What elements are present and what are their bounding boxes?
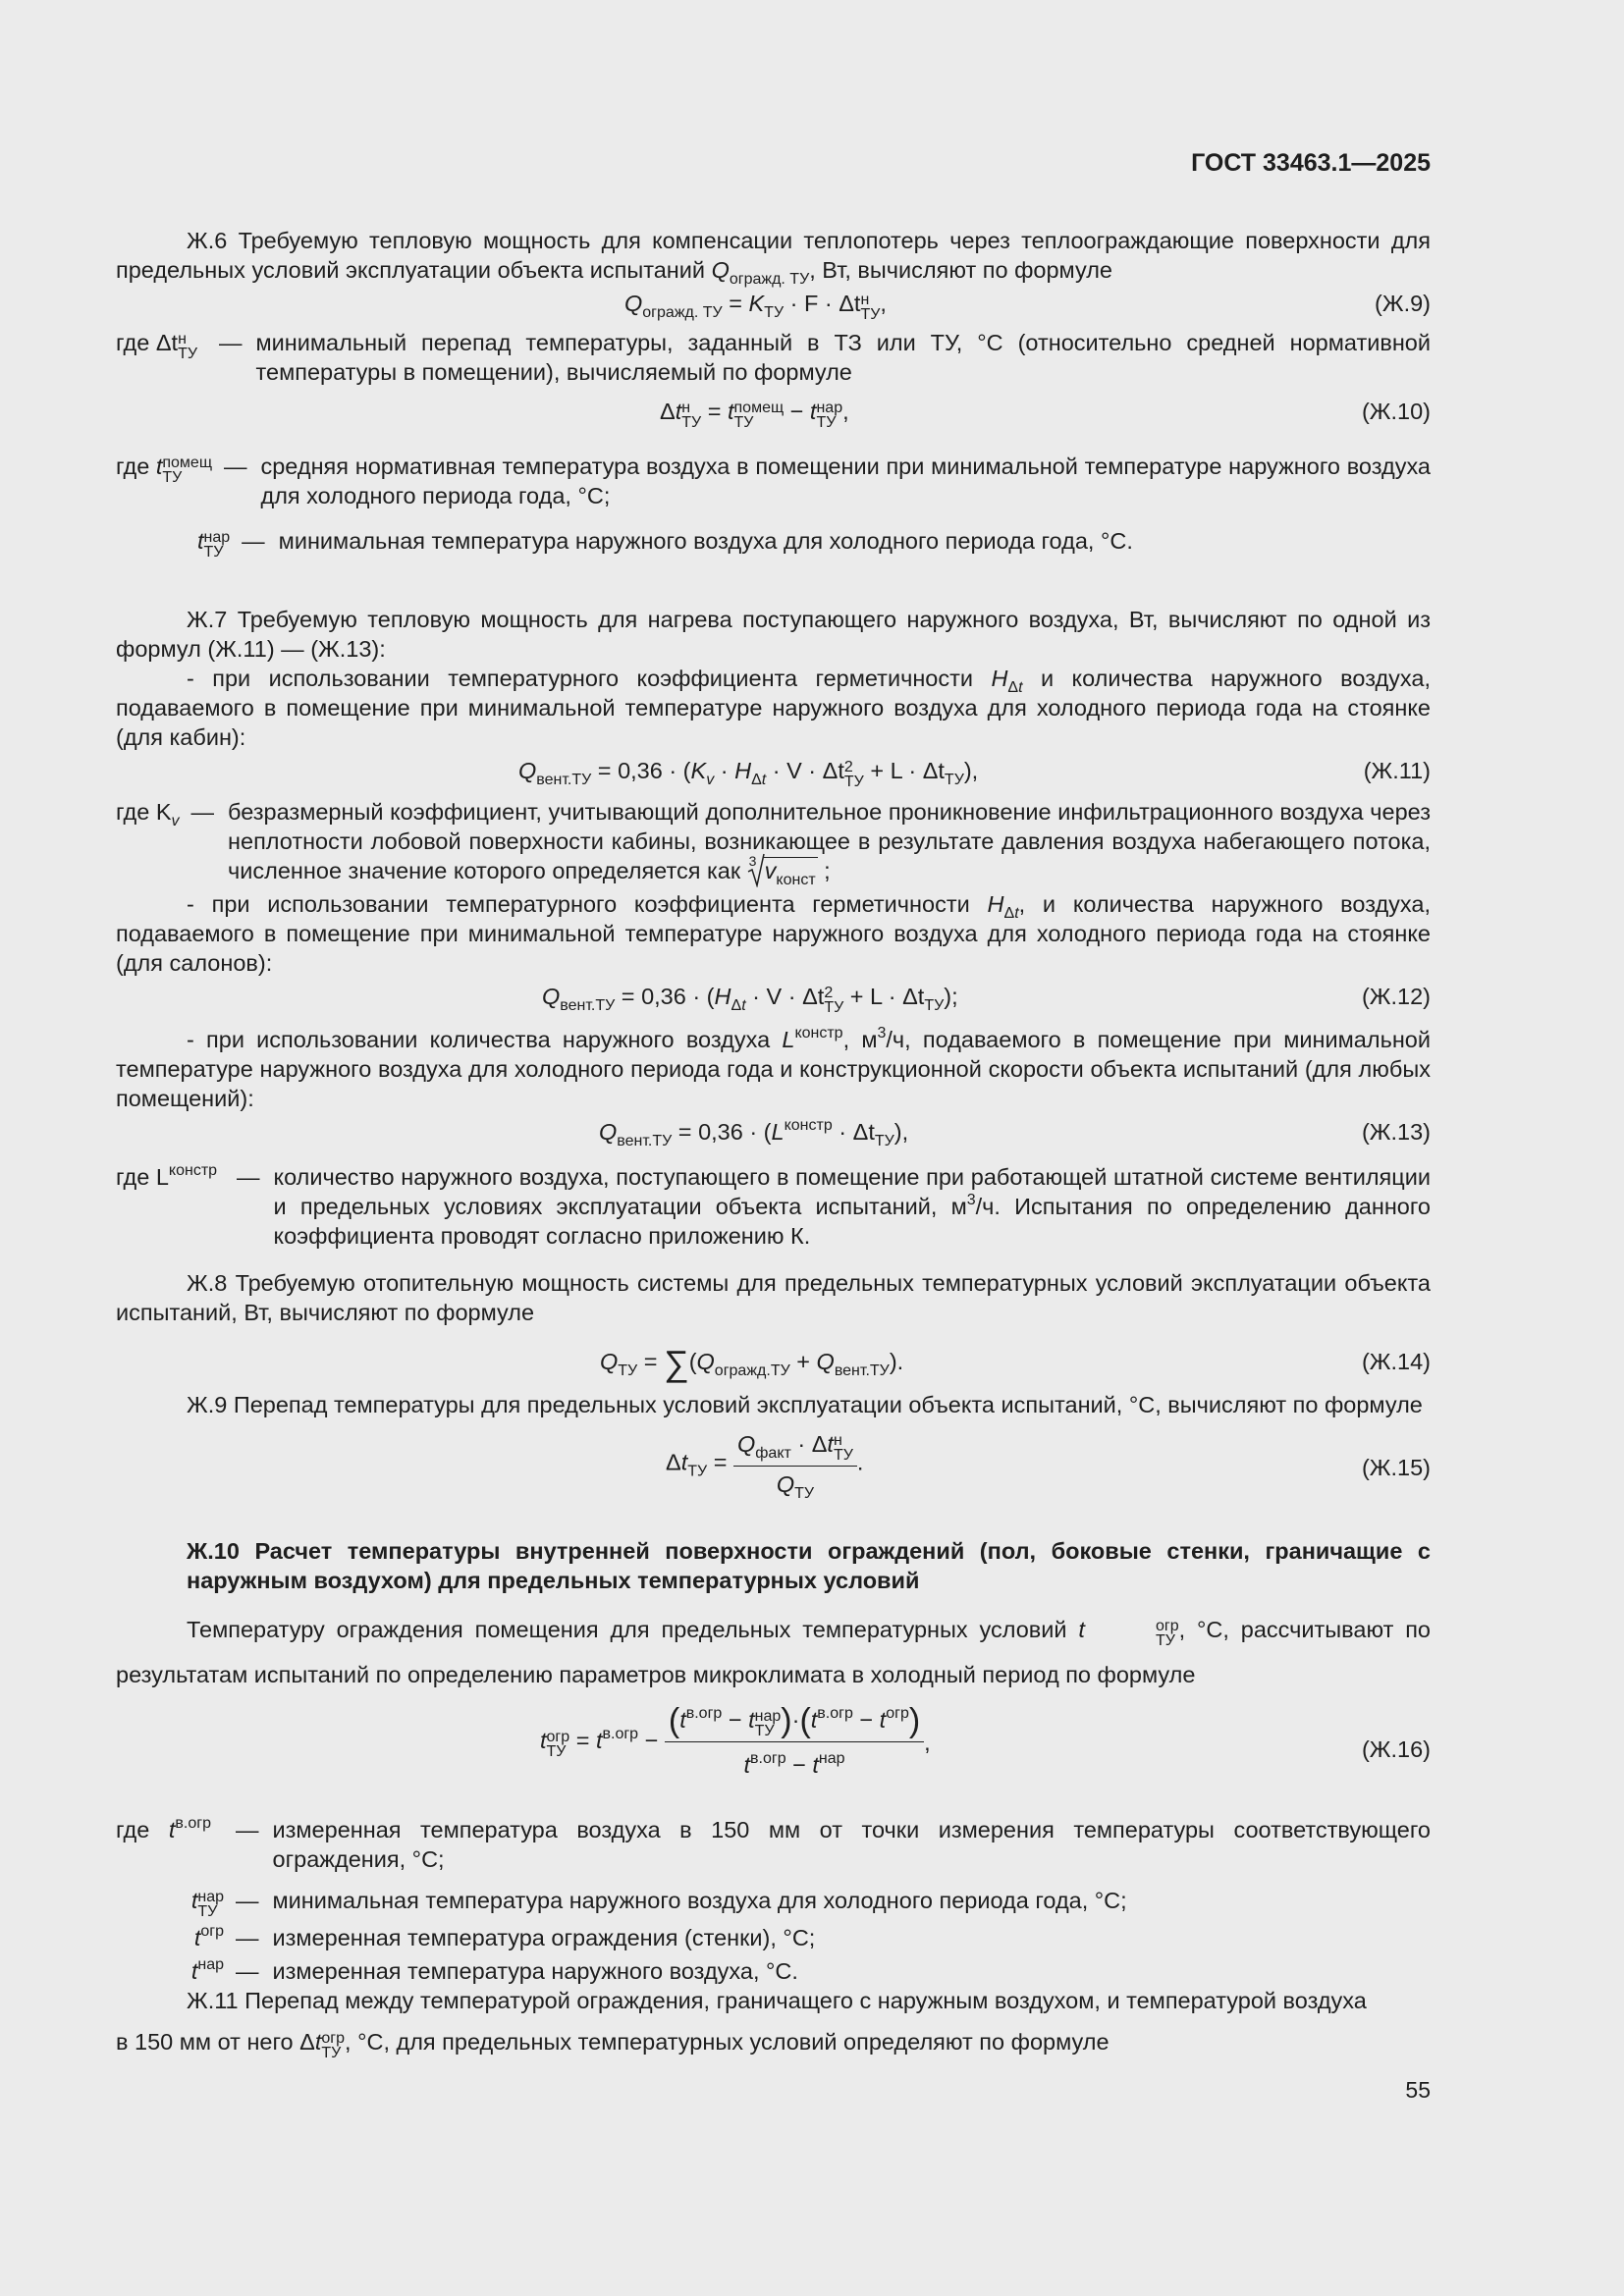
formula-zh14: $Q_{ТУ} = \sum(Q_{огражд.ТУ} + Q_{вент.ТУ})$. (Ж.14) (600, 1343, 1431, 1383)
equation-number: (Ж.9) (1375, 291, 1431, 316)
formula-zh15: $\Delta t_{ТУ}$ = $Q_{факт} \cdot \Delta t$ н ТУ $Q_{ТУ}$ . (Ж.15) (666, 1431, 1431, 1502)
definition: где $t^{в.огр}$ — измеренная температура воздуха в 150 мм от точки измерения температуры соответствующего ограждения, °С; (116, 1815, 1431, 1872)
section-zh6 (116, 226, 1431, 560)
fraction: ($t^{в.огр} - t$ нар ТУ )$\cdot(t^{в.огр} - t^{огр})$ $t^{в.огр} - t^{нар}$ (665, 1705, 924, 1780)
standard-header: ГОСТ 33463.1—2025 (1191, 149, 1431, 177)
section-heading: Ж.10 Расчет температуры внутренней поверхности ограждений (пол, боковые стенки, граничащие с наружным воздухом) для предельных температурных условий (187, 1538, 1431, 1593)
paragraph: Ж.11 Перепад между температурой ограждения, граничащего с наружным воздухом, и температурой воздуха (187, 1988, 1367, 2013)
definition: $t^{нар}$ — измеренная температура наружного воздуха, °С. (190, 1956, 798, 1984)
fraction: $Q_{факт} \cdot \Delta t$ н ТУ $Q_{ТУ}$ (733, 1429, 857, 1499)
section-zh8 (116, 1268, 1431, 1383)
definition: где Δt н ТУ — минимальный перепад температуры, заданный в ТЗ или ТУ, °С (относительно средней нормативной температуры в помещении), вычисляемый по формуле (116, 330, 1431, 385)
cube-root: 3 $v_{конст}$ (748, 853, 816, 888)
paragraph: Ж.8 Требуемую отопительную мощность системы для предельных температурных условий эксплуатации объекта испытаний, Вт, вычисляют по формуле (116, 1270, 1431, 1325)
section-zh7 (116, 605, 1431, 1251)
paragraph: Ж.7 Требуемую тепловую мощность для нагрева поступающего наружного воздуха, Вт, вычисляют по одной из формул (Ж.11) — (Ж.13): (116, 607, 1431, 662)
equation-number: (Ж.12) (1361, 984, 1431, 1009)
equation-number: (Ж.10) (1361, 399, 1431, 424)
formula-zh11: $Q_{вент.ТУ} = 0,36 \cdot (K_v \cdot H_{\Delta t} \cdot V \cdot \Delta t$ 2 ТУ + $L \cdot \Delta t_{ТУ}$), (Ж.11) (518, 758, 1431, 790)
definition: t нар ТУ — минимальная температура наружного воздуха для холодного периода года, °С; (190, 1888, 1127, 1920)
definition: t нар ТУ — минимальная температура наружного воздуха для холодного периода года, °С. (197, 528, 1133, 561)
formula-zh12: $Q_{вент.ТУ} = 0,36 \cdot (H_{\Delta t} \cdot V \cdot \Delta t$ 2 ТУ + $L \cdot \Delta t_{ТУ}$); (Ж.12) (542, 984, 1431, 1016)
equation-number: (Ж.11) (1363, 758, 1431, 783)
equation-number: (Ж.15) (1361, 1455, 1431, 1480)
paragraph: в 150 мм от него Δt огр ТУ , °С, для предельных температурных условий определяют по формуле (116, 2029, 1110, 2061)
formula-zh9: $Q_{огражд. ТУ} = K_{ТУ} \cdot F \cdot \Delta t$ н ТУ , (Ж.9) (624, 291, 1431, 323)
paragraph: Ж.6 Требуемую тепловую мощность для компенсации теплопотерь через теплоограждающие поверхности для предельных условий эксплуатации объекта испытаний $Q_{огражд. ТУ}$, Вт, вычисляют по формуле (116, 228, 1431, 288)
formula-zh16: t огр ТУ = $t^{в.огр}$ − ($t^{в.огр} - t$ нар ТУ )$\cdot(t^{в.огр} - t^{огр})$ $t^{в.огр} - t^{нар}$ , (Ж.16) (540, 1702, 1431, 1778)
definition: $t^{огр}$ — измеренная температура ограждения (стенки), °С; (193, 1923, 816, 1950)
paragraph: Температуру ограждения помещения для предельных температурных условий t огр ТУ , °С, рассчитывают по результатам испытаний по определению параметров микроклимата в холодный период по формуле (116, 1617, 1431, 1687)
paragraph: - при использовании температурного коэффициента герметичности $H_{\Delta t}$, и количества наружного воздуха, подаваемого в помещение при минимальной температуре наружного воздуха для холодного периода года на стоянке (для салонов): (116, 891, 1431, 976)
paragraph: - при использовании количества наружного воздуха $L^{констр}$, $м^3/ч$, подаваемого в помещение при минимальной температуре наружного воздуха для холодного периода года и конструкционной скорости объекта испытаний (для любых помещений): (116, 1025, 1432, 1111)
paragraph: Ж.9 Перепад температуры для предельных условий эксплуатации объекта испытаний, °С, вычисляют по формуле (187, 1392, 1423, 1417)
page-number: 55 (1405, 2077, 1431, 2103)
formula-zh10: Δt н ТУ = t помещ ТУ − t нар ТУ , (Ж.10) (660, 399, 1431, 431)
definition: где $L^{констр}$ — количество наружного воздуха, поступающего в помещение при работающей штатной системе вентиляции и предельных условиях эксплуатации объекта испытаний, $м^3/ч$. Испытания по определению данного коэффициента проводят согласно приложению К. (116, 1162, 1431, 1249)
section-zh9 (116, 1390, 1431, 1508)
section-zh10 (116, 1536, 1431, 1986)
definition: где $K_v$ — безразмерный коэффициент, учитывающий дополнительное проникновение инфильтрационного воздуха через неплотности лобовой поверхности кабины, возникающее в результате давления воздуха набегающего потока, численное значение которого определяется как 3 $v_{конст}$ ; (116, 799, 1431, 888)
equation-number: (Ж.13) (1361, 1119, 1431, 1145)
section-zh11 (116, 1986, 1431, 2060)
equation-number: (Ж.14) (1361, 1349, 1431, 1374)
formula-zh13: $Q_{вент.ТУ} = 0,36 \cdot (L^{констр} \cdot \Delta t_{ТУ})$, (Ж.13) (599, 1117, 1431, 1149)
equation-number: (Ж.16) (1361, 1736, 1431, 1762)
definition: где t помещ ТУ — средняя нормативная температура воздуха в помещении при минимальной температуре наружного воздуха для холодного периода года, °С; (116, 454, 1431, 508)
paragraph: - при использовании температурного коэффициента герметичности $H_{\Delta t}$ и количества наружного воздуха, подаваемого в помещение при минимальной температуре наружного воздуха для холодного периода года на стоянке (для кабин): (116, 666, 1431, 750)
